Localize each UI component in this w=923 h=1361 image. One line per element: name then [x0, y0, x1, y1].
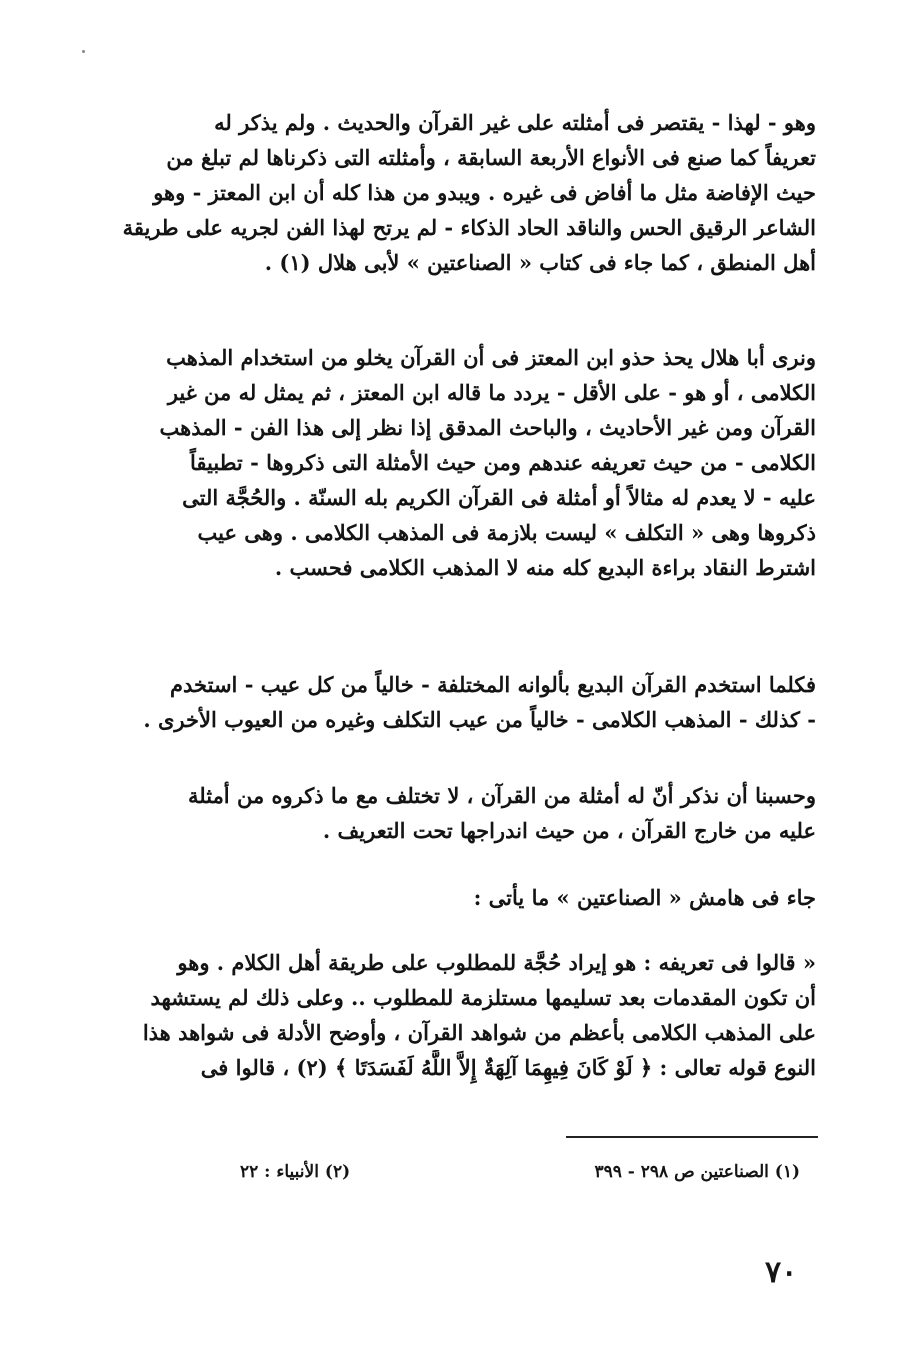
paragraph-5 [100, 880, 816, 915]
text-line: وهو - لهذا - يقتصر فى أمثلته على غير القرآن والحديث . ولم يذكر له [214, 110, 816, 135]
footnote-separator [566, 1136, 818, 1138]
text-line: الكلامى ، أو هو - على الأقل - يردد ما قاله ابن المعتز ، ثم يمثل له من غير [167, 380, 816, 405]
text-line: فكلما استخدم القرآن البديع بألوانه المختلفة - خالياً من كل عيب - استخدم [170, 672, 816, 697]
text-line: - كذلك - المذهب الكلامى - خالياً من عيب التكلف وغيره من العيوب الأخرى . [143, 707, 816, 732]
text-line: « قالوا فى تعريفه : هو إيراد حُجَّة للمطلوب على طريقة أهل الكلام . وهو [177, 950, 816, 975]
paragraph-4 [100, 778, 816, 848]
text-line: تعريفاً كما صنع فى الأنواع الأربعة السابقة ، وأمثلته التى ذكرناها لم تبلغ من [166, 145, 816, 170]
paper-speck [82, 50, 85, 53]
text-line: أهل المنطق ، كما جاء فى كتاب « الصناعتين » لأبى هلال (١) . [264, 250, 816, 275]
text-line: ونرى أبا هلال يحذ حذو ابن المعتز فى أن القرآن يخلو من استخدام المذهب [166, 345, 816, 370]
text-line: أن تكون المقدمات بعد تسليمها مستلزمة للمطلوب .. وعلى ذلك لم يستشهد [150, 985, 816, 1010]
text-line: النوع قوله تعالى : ﴿ لَوْ كَانَ فِيهِمَا آلِهَةٌ إِلاَّ اللَّهُ لَفَسَدَتَا ﴾ (٢) ، قالوا فى [200, 1055, 816, 1080]
footnote-1: (١) الصناعتين ص ٢٩٨ - ٣٩٩ [594, 1162, 800, 1182]
page-number: ٧٠ [765, 1255, 798, 1290]
footnotes [240, 1160, 800, 1184]
paragraph-3 [100, 667, 816, 737]
text-line: القرآن ومن غير الأحاديث ، والباحث المدقق إذا نظر إلى هذا الفن - المذهب [159, 415, 816, 440]
text-line: عليه من خارج القرآن ، من حيث اندراجها تحت التعريف . [322, 818, 816, 843]
text-line: ذكروها وهى « التكلف » ليست بلازمة فى المذهب الكلامى . وهى عيب [197, 520, 816, 545]
paragraph-6 [100, 945, 816, 1085]
text-line: الكلامى - من حيث تعريفه عندهم ومن حيث الأمثلة التى ذكروها - تطبيقاً [190, 450, 816, 475]
text-line: عليه - لا يعدم له مثالاً أو أمثلة فى القرآن الكريم بله السنّة . والحُجَّة التى [182, 485, 816, 510]
footnote-2: (٢) الأنبياء : ٢٢ [240, 1162, 351, 1182]
paragraph-2 [100, 340, 816, 585]
paragraph-1 [100, 105, 816, 280]
text-line: على المذهب الكلامى بأعظم من شواهد القرآن ، وأوضح الأدلة فى شواهد هذا [142, 1020, 816, 1045]
text-line: حيث الإفاضة مثل ما أفاض فى غيره . ويبدو من هذا كله أن ابن المعتز - وهو [153, 180, 816, 205]
text-line: اشترط النقاد براءة البديع كله منه لا المذهب الكلامى فحسب . [274, 555, 816, 580]
text-line: وحسبنا أن نذكر أنّ له أمثلة من القرآن ، لا تختلف مع ما ذكروه من أمثلة [188, 783, 816, 808]
text-line: جاء فى هامش « الصناعتين » ما يأتى : [473, 885, 816, 910]
text-line: الشاعر الرقيق الحس والناقد الحاد الذكاء - لم يرتح لهذا الفن لجريه على طريقة [122, 215, 816, 240]
